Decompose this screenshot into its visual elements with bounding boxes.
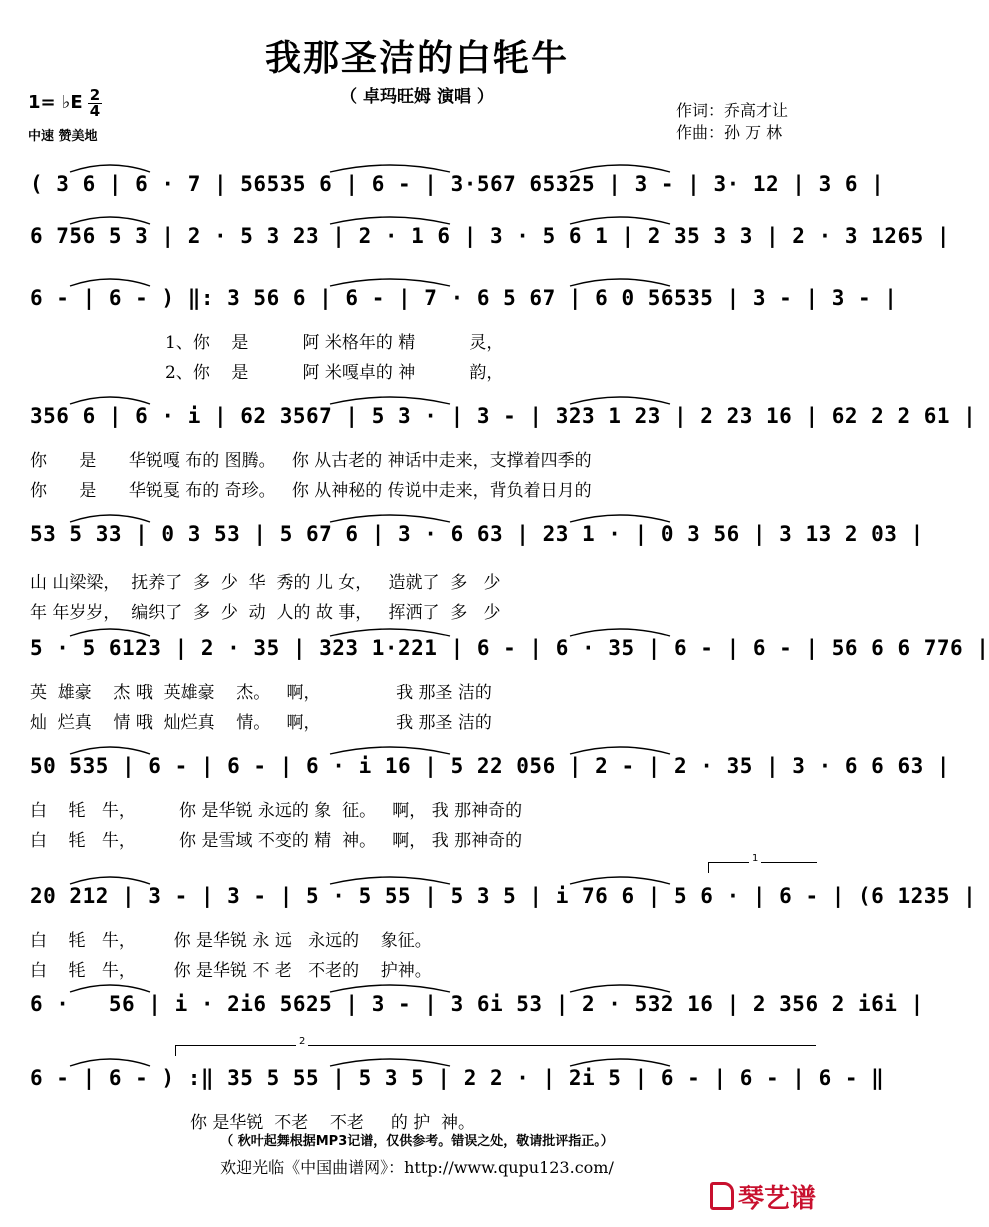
slur xyxy=(330,877,450,884)
time-signature xyxy=(88,88,102,119)
logo-icon xyxy=(710,1182,734,1210)
notation-line: 6 · 56 | i · 2i6 5625 | 3 - | 3 6i 53 | 2 · 532 16 | 2 356 2 i6i | xyxy=(30,992,924,1016)
slur xyxy=(330,985,450,992)
lyric-line: 白 牦 牛， 你 是雪域 不变的 精 神。 啊， 我 那神奇的 xyxy=(30,831,523,851)
slur xyxy=(70,747,150,754)
slur xyxy=(70,279,150,286)
slur-marks xyxy=(30,980,810,994)
slur xyxy=(330,629,450,636)
slur xyxy=(330,515,450,522)
slur xyxy=(330,1059,450,1066)
transcriber-note: （ 秋叶起舞根据MP3记谱，仅供参考。错误之处，敬请批评指正。） xyxy=(220,1134,614,1149)
slur xyxy=(70,217,150,224)
slur-marks xyxy=(30,392,810,406)
slur-marks xyxy=(30,274,810,288)
logo-text: 琴艺谱 xyxy=(737,1184,816,1214)
slur xyxy=(70,1059,150,1066)
volta-bracket-1 xyxy=(708,853,817,873)
notation-line: ( 3 6 | 6 · 7 | 56535 6 | 6 - | 3·567 65325 | 3 - | 3· 12 | 3 6 | xyxy=(30,172,885,196)
lyric-line: 白 牦 牛， 你 是华锐 永远的 象 征。 啊， 我 那神奇的 xyxy=(30,801,523,821)
lyric-line: 白 牦 牛， 你 是华锐 不 老 不老的 护神。 xyxy=(30,961,432,981)
slur xyxy=(570,747,670,754)
lyric-line: 你 是 华锐嘎 布的 图腾。 你 从古老的 神话中走来，支撑着四季的 xyxy=(30,451,592,471)
page-title: 我那圣洁的白牦牛 xyxy=(264,37,569,79)
composer-credit: 作曲：孙 万 林 xyxy=(676,123,783,142)
volta-bracket-2 xyxy=(175,1036,816,1056)
notation-line: 6 756 5 3 | 2 · 5 3 23 | 2 · 1 6 | 3 · 5 6 1 | 2 35 3 3 | 2 · 3 1265 | xyxy=(30,224,951,248)
slur xyxy=(330,279,450,286)
lyric-line: 灿 烂真 情 哦 灿烂真 情。 啊， 我 那圣 洁的 xyxy=(30,713,492,733)
website-credit[interactable]: 欢迎光临《中国曲谱网》：http://www.qupu123.com/ xyxy=(220,1158,614,1177)
lyric-line: 2、你 是 阿 米嘎卓的 神 韵， xyxy=(165,363,504,383)
slur xyxy=(330,165,450,172)
volta-1-label: 1 xyxy=(749,853,761,864)
notation-line: 53 5 33 | 0 3 53 | 5 67 6 | 3 · 6 63 | 23 1 · | 0 3 56 | 3 13 2 03 | xyxy=(30,522,924,546)
notation-line: 5 · 5 6123 | 2 · 35 | 323 1·221 | 6 - | 6 · 35 | 6 - | 6 - | 56 6 6 776 | xyxy=(30,636,989,660)
meter-top: 2 xyxy=(89,86,101,104)
site-logo xyxy=(710,1178,816,1215)
meter-bottom: 4 xyxy=(89,102,101,120)
slur xyxy=(70,515,150,522)
slur-marks xyxy=(30,624,810,638)
slur xyxy=(70,877,150,884)
slur xyxy=(570,629,670,636)
slur xyxy=(570,217,670,224)
slur-marks xyxy=(30,212,810,226)
lyric-line: 山 山梁梁， 抚养了 多 少 华 秀的 儿 女， 造就了 多 少 xyxy=(30,573,501,593)
slur xyxy=(570,397,670,404)
slur xyxy=(70,397,150,404)
slur-marks xyxy=(30,160,810,174)
slur xyxy=(570,1059,670,1066)
lyric-line: 你 是 华锐戛 布的 奇珍。 你 从神秘的 传说中走来，背负着日月的 xyxy=(30,481,592,501)
notation-line: 356 6 | 6 · i | 62 3567 | 5 3 · | 3 - | 323 1 23 | 2 23 16 | 62 2 2 61 | xyxy=(30,404,977,428)
slur xyxy=(70,629,150,636)
slur xyxy=(570,165,670,172)
slur-marks xyxy=(30,872,810,886)
lyric-line: 年 年岁岁， 编织了 多 少 动 人的 故 事， 挥洒了 多 少 xyxy=(30,603,501,623)
slur xyxy=(570,279,670,286)
slur xyxy=(330,217,450,224)
slur xyxy=(70,165,150,172)
lyric-line: 英 雄豪 杰 哦 英雄豪 杰。 啊， 我 那圣 洁的 xyxy=(30,683,492,703)
slur-marks xyxy=(30,510,810,524)
slur xyxy=(330,747,450,754)
lyric-line: 白 牦 牛， 你 是华锐 永 远 永远的 象征。 xyxy=(30,931,432,951)
notation-line: 20 212 | 3 - | 3 - | 5 · 5 55 | 5 3 5 | i 76 6 | 5 6 · | 6 - | (6 1235 | xyxy=(30,884,977,908)
slur xyxy=(570,515,670,522)
notation-line: 6 - | 6 - ) ‖: 3 56 6 | 6 - | 7 · 6 5 67 | 6 0 56535 | 3 - | 3 - | xyxy=(30,286,898,310)
slur xyxy=(330,397,450,404)
notation-line: 50 535 | 6 - | 6 - | 6 · i 16 | 5 22 056 | 2 - | 2 · 35 | 3 · 6 6 63 | xyxy=(30,754,951,778)
lyric-line: 1、你 是 阿 米格年的 精 灵， xyxy=(165,333,504,353)
slur xyxy=(570,985,670,992)
performer: （ 卓玛旺姆 演唱 ） xyxy=(340,87,494,107)
slur-marks xyxy=(30,1054,810,1068)
volta-2-label: 2 xyxy=(296,1036,308,1047)
notation-line: 6 - | 6 - ) :‖ 35 5 55 | 5 3 5 | 2 2 · | 2i 5 | 6 - | 6 - | 6 - ‖ xyxy=(30,1066,885,1090)
tempo-marking: 中速 赞美地 xyxy=(28,129,98,144)
slur xyxy=(70,985,150,992)
slur-marks xyxy=(30,742,810,756)
lyric-line: 你 是华锐 不老 不老 的 护 神。 xyxy=(190,1113,476,1133)
key-signature: 1= ♭E xyxy=(28,92,83,113)
lyricist-credit: 作词：乔高才让 xyxy=(676,101,789,120)
slur xyxy=(570,877,670,884)
